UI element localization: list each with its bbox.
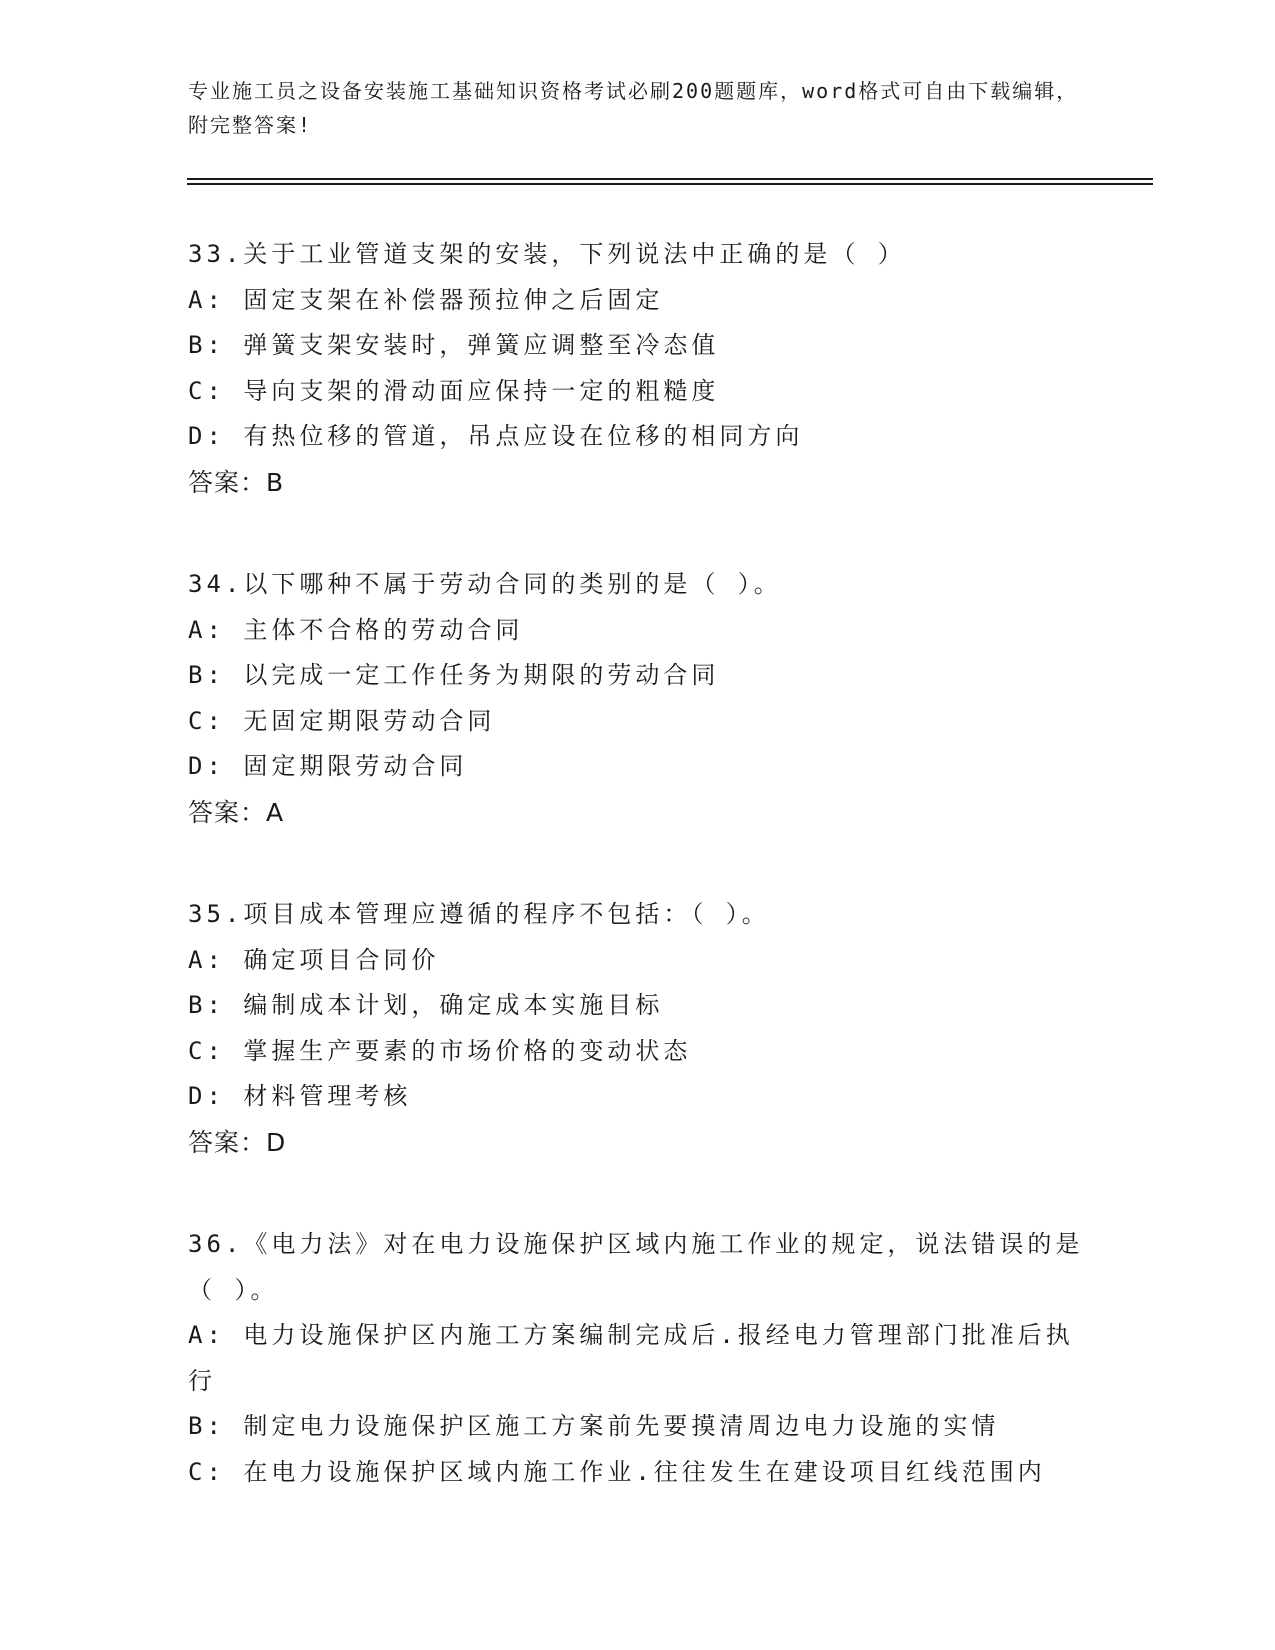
answer-label: 答案：A	[188, 797, 285, 827]
option-a: A: 电力设施保护区内施工方案编制完成后.报经电力管理部门批准后执行	[188, 1321, 1074, 1395]
option-c: C: 在电力设施保护区域内施工作业.往往发生在建设项目红线范围内	[188, 1457, 1046, 1486]
document-header: 专业施工员之设备安装施工基础知识资格考试必刷200题题库，word格式可自由下载编辑，附完整答案!	[188, 79, 1079, 137]
option-d: D: 固定期限劳动合同	[188, 752, 468, 780]
option-b: B: 以完成一定工作任务为期限的劳动合同	[188, 661, 720, 689]
question-stem: 35.项目成本管理应遵循的程序不包括：（ ）。	[188, 900, 770, 928]
question-34	[188, 562, 1088, 835]
question-stem: 36.《电力法》对在电力设施保护区域内施工作业的规定，说法错误的是（ ）。	[188, 1230, 1084, 1304]
option-b: B: 弹簧支架安装时，弹簧应调整至冷态值	[188, 331, 720, 359]
option-d: D: 有热位移的管道，吊点应设在位移的相同方向	[188, 422, 804, 450]
header-rule-bottom	[187, 183, 1153, 185]
question-stem: 34.以下哪种不属于劳动合同的类别的是（ ）。	[188, 570, 782, 598]
option-b: B: 制定电力设施保护区施工方案前先要摸清周边电力设施的实情	[188, 1412, 1000, 1440]
option-a: A: 主体不合格的劳动合同	[188, 615, 524, 644]
option-d: D: 材料管理考核	[188, 1082, 412, 1110]
header-rule-top	[187, 178, 1153, 180]
question-33	[188, 232, 1088, 505]
question-36	[188, 1222, 1088, 1495]
option-c: C: 无固定期限劳动合同	[188, 706, 496, 735]
answer-label: 答案：B	[188, 467, 285, 497]
option-a: A: 固定支架在补偿器预拉伸之后固定	[188, 285, 664, 314]
option-c: C: 掌握生产要素的市场价格的变动状态	[188, 1036, 692, 1065]
option-c: C: 导向支架的滑动面应保持一定的粗糙度	[188, 376, 720, 405]
question-35	[188, 892, 1088, 1165]
option-b: B: 编制成本计划，确定成本实施目标	[188, 991, 664, 1019]
question-list	[188, 232, 1088, 1552]
question-stem: 33.关于工业管道支架的安装，下列说法中正确的是（ ）	[188, 240, 906, 268]
answer-label: 答案：D	[188, 1127, 287, 1157]
option-a: A: 确定项目合同价	[188, 945, 440, 974]
